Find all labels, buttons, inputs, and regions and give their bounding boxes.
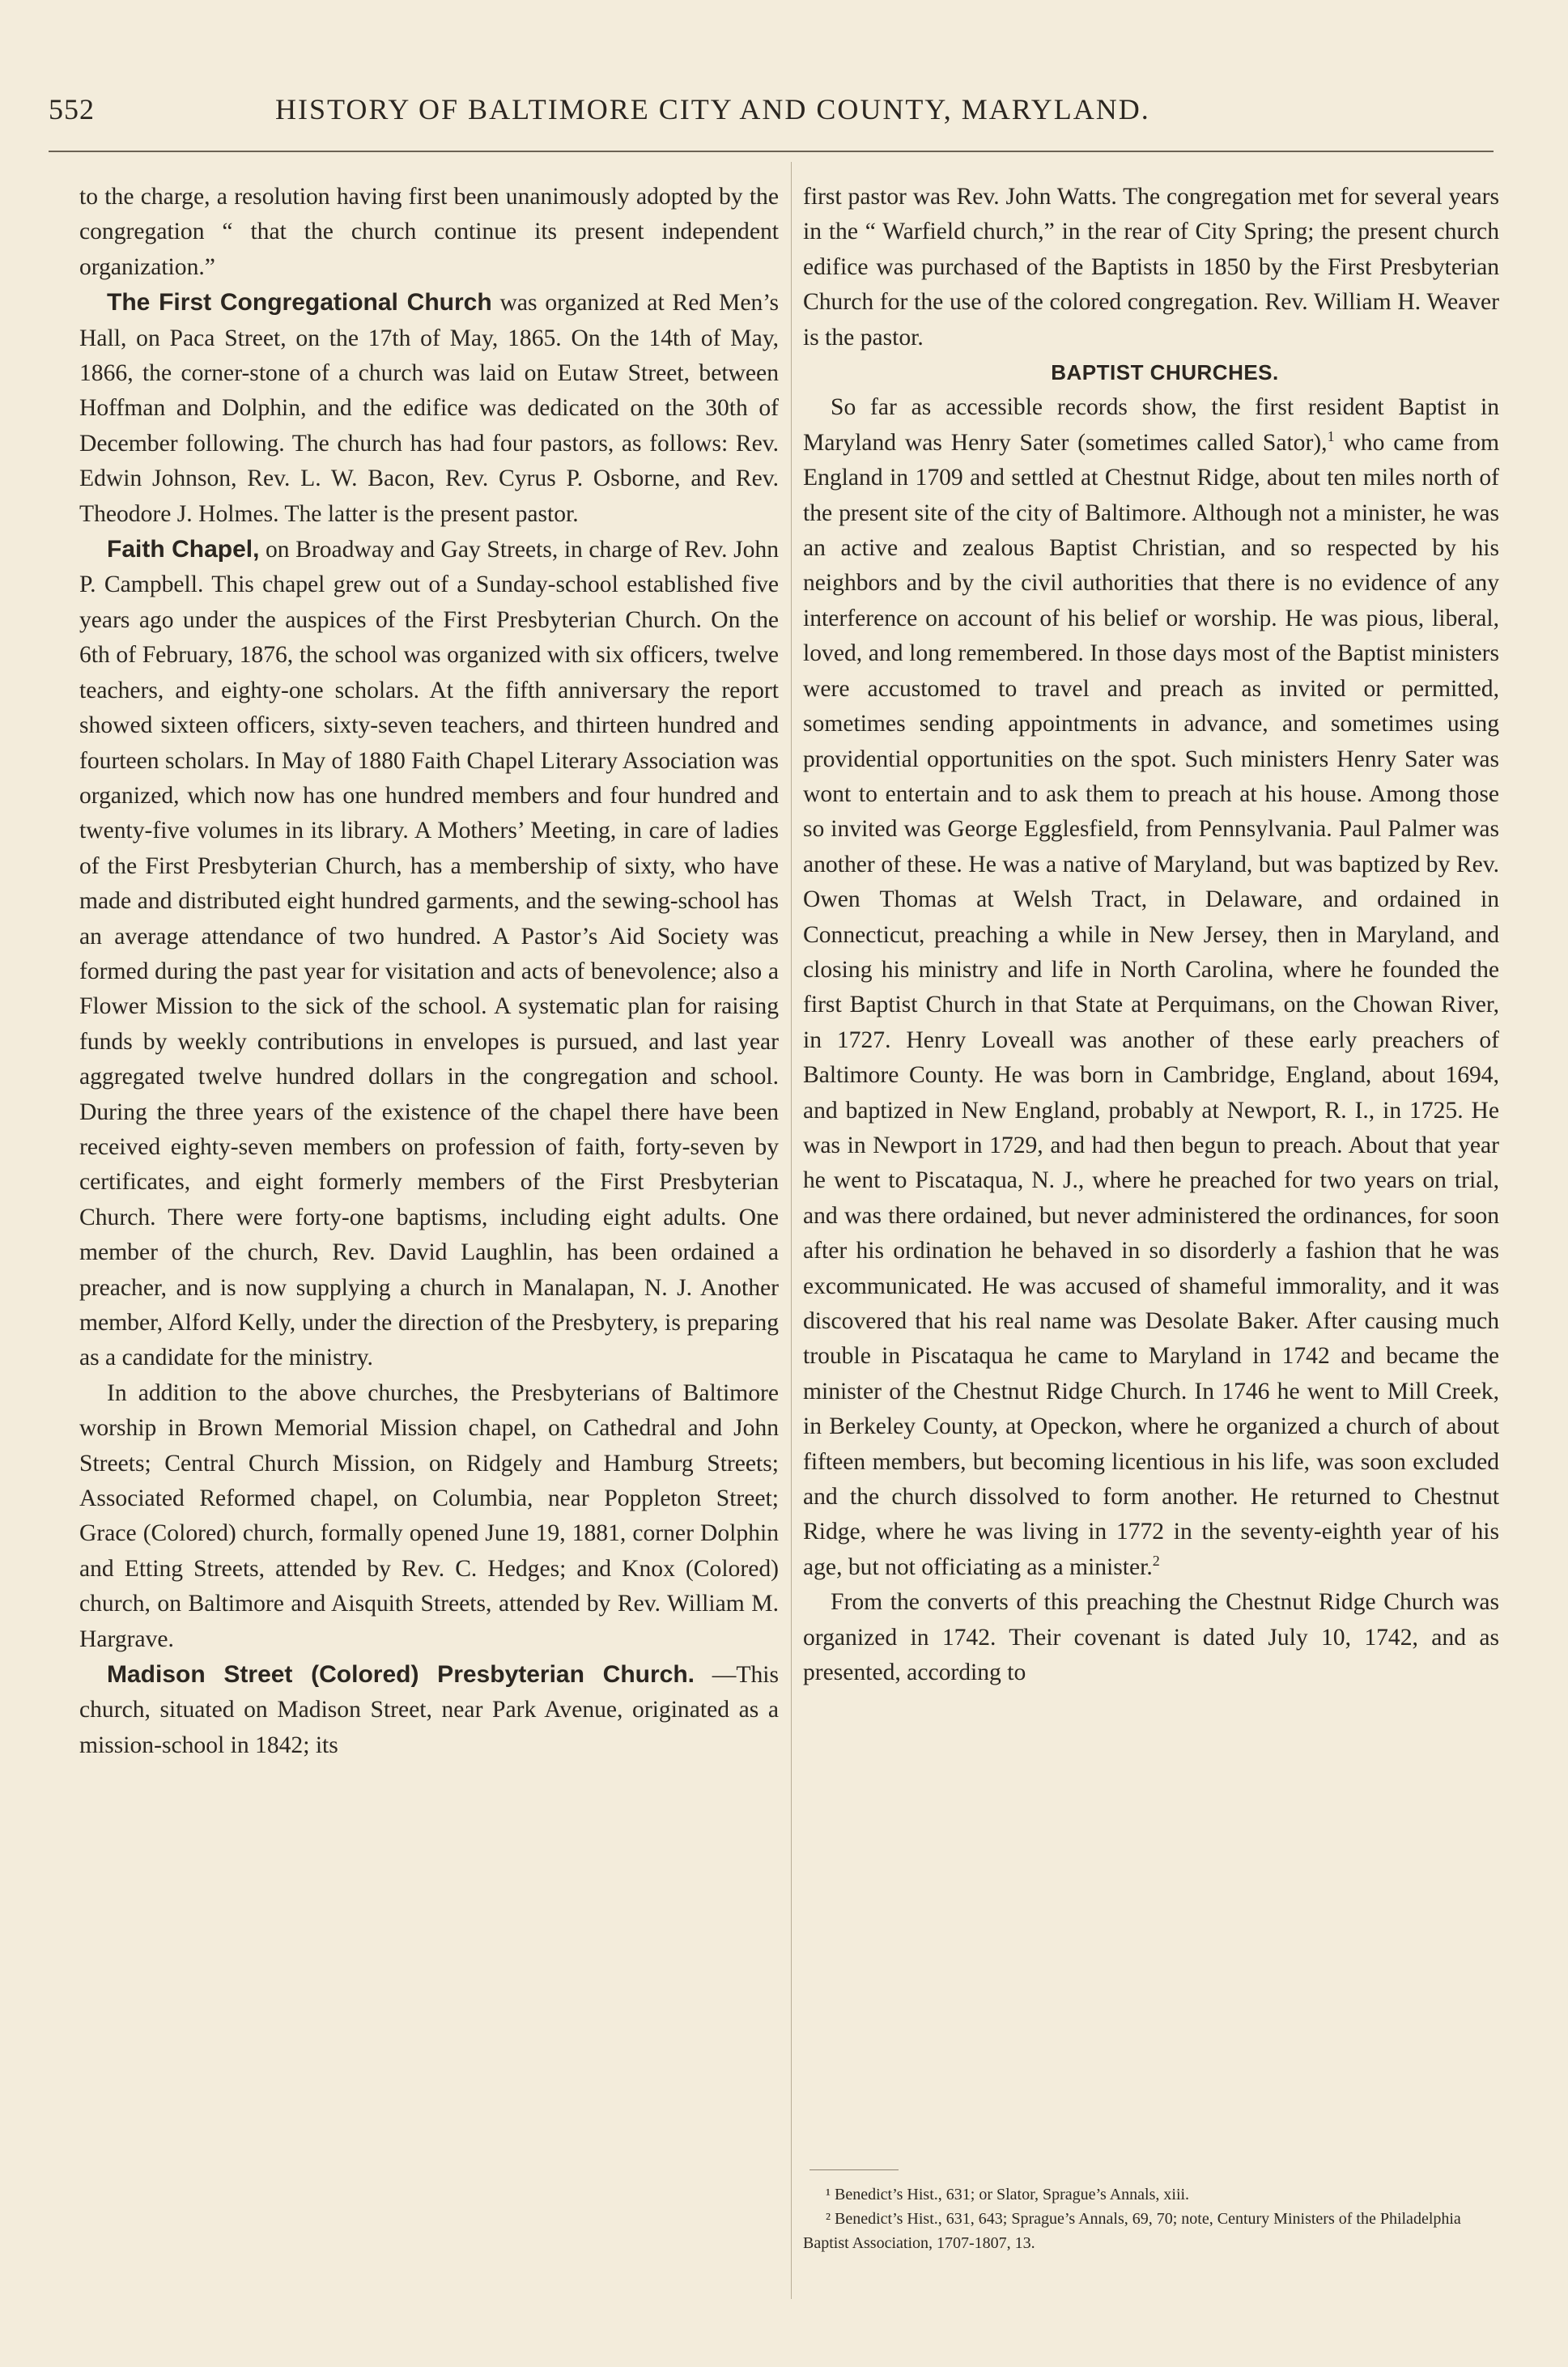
column-divider	[791, 162, 792, 2299]
paragraph: first pastor was Rev. John Watts. The congregation met for several years in the “ Warfield church,” in the rear of City Spring; the present church edifice was purchased of the Baptists in 1850 by the First Presbyterian Church for the use of the colored congregation. Rev. William H. Weaver is the pastor.	[803, 184, 1499, 351]
paragraph	[79, 285, 779, 532]
paragraph-text: who came from England in 1709 and settled at Chestnut Ridge, about ten miles north of the present site of the city of Baltimore. Although not a minister, he was an active and zealous Baptist Christian, and so respected by his neighbors and by the civil authorities that there is no evidence of any interference on account of his belief or worship. He was pious, liberal, loved, and long remembered. In those days most of the Baptist ministers were accustomed to travel and preach as invited or permitted, sometimes sending appointments in advance, and sometimes using providential opportunities on the spot. Such ministers Henry Sater was wont to entertain and to ask them to preach at his house. Among those so invited was George Egglesfield, from Pennsylvania. Paul Palmer was another of these. He was a native of Maryland, but was baptized by Rev. Owen Thomas at Welsh Tract, in Delaware, and ordained in Connecticut, preaching a while in New Jersey, then in Maryland, and closing his ministry and life in North Carolina, where he founded the first Baptist Church in that State at Perquimans, on the Chowan River, in 1727. Henry Loveall was another of these early preachers of Baltimore County. He was born in Cambridge, England, about 1694, and baptized in New England, probably at Newport, R. I., in 1725. He was in Newport in 1729, and had then begun to preach. About that year he went to Piscataqua, N. J., where he preached for two years on trial, and was there ordained, but never administered the ordinances, for soon after his ordination he behaved in so disorderly a fashion that he was excommunicated. He was accused of shameful immorality, and it was discovered that his real name was Desolate Baker. After causing much trouble in Piscataqua he came to Maryland in 1742 and became the minister of the Chestnut Ridge Church. In 1746 he went to Mill Creek, in Berkeley County, at Opeckon, where he organized a church of about fifteen members, but becoming licentious in his life, was soon excluded and the church dissolved to form another. He returned to Chestnut Ridge, where he was living in 1772 in the seventy-eighth year of his age, but not officiating as a minister.	[803, 429, 1499, 1580]
paragraph-lead: Faith Chapel,	[107, 536, 260, 563]
footnote: ¹ Benedict’s Hist., 631; or Slator, Sprague’s Annals, xiii.	[826, 2186, 1190, 2203]
section-heading: BAPTIST CHURCHES.	[1051, 360, 1279, 385]
running-title: HISTORY OF BALTIMORE CITY AND COUNTY, MARYLAND.	[275, 93, 1150, 125]
paragraph-text: —This church, situated on Madison Street, near Park Avenue, originated as a mission-school in 1842; its	[79, 1662, 780, 1758]
paragraph: to the charge, a resolution having first been unanimously adopted by the congregation “ that the church continue its present independent organization.”	[79, 184, 779, 280]
footnote-marker: 1	[1327, 427, 1335, 444]
paragraph: From the converts of this preaching the Chestnut Ridge Church was organized in 1742. Their covenant is dated July 10, 1742, and as presented, according to	[803, 1589, 1499, 1686]
paragraph-lead: Madison Street (Colored) Presbyterian Church.	[107, 1661, 695, 1689]
footnote-marker: 2	[1152, 1552, 1160, 1569]
footnote-rule	[809, 2169, 899, 2170]
paragraph: In addition to the above churches, the Presbyterians of Baltimore worship in Brown Memorial Mission chapel, on Cathedral and John Streets; Central Church Mission, on Ridgely and Hamburg Streets; Associated Reformed chapel, on Columbia, near Poppleton Street; Grace (Colored) church, formally opened June 19, 1881, corner Dolphin and Etting Streets, attended by Rev. C. Hedges; and Knox (Colored) church, on Baltimore and Aisquith Streets, attended by Rev. William M. Hargrave.	[79, 1379, 779, 1652]
paragraph-lead: The First Congregational Church	[107, 289, 492, 317]
paragraph-text: on Broadway and Gay Streets, in charge of Rev. John P. Campbell. This chapel grew out of a Sunday-school established five years ago under the auspices of the First Presbyterian Church. On the 6th of February, 1876, the school was organized with six officers, twelve teachers, and eighty-one scholars. At the fifth anniversary the report showed sixteen officers, sixty-seven teachers, and thirteen hundred and fourteen scholars. In May of 1880 Faith Chapel Literary Association was organized, which now has one hundred members and four hundred and twenty-five volumes in its library. A Mothers’ Meeting, in care of ladies of the First Presbyterian Church, has a membership of sixty, who have made and distributed eight hundred garments, and the sewing-school has an average attendance of two hundred. A Pastor’s Aid Society was formed during the past year for visitation and acts of benevolence; also a Flower Mission to the sick of the school. A systematic plan for raising funds by weekly contributions in envelopes is pursued, and last year aggregated twelve hundred dollars in the congregation and school. During the three years of the existence of the chapel there have been received eighty-seven members on profession of faith, forty-seven by certificates, and eight formerly members of the First Presbyterian Church. There were forty-one baptisms, including eight adults. One member of the church, Rev. David Laughlin, has been ordained a preacher, and is now supplying a church in Manalapan, N. J. Another member, Alford Kelly, under the direction of the Presbytery, is preparing as a candidate for the ministry.	[79, 537, 779, 1371]
header-rule	[49, 151, 1494, 152]
paragraph-text: So far as accessible records show, the first resident Baptist in Maryland was Henry Sater (sometimes called Sator),	[803, 394, 1499, 456]
left-column	[79, 180, 779, 1763]
footnotes	[803, 2182, 1499, 2255]
right-column	[803, 180, 1499, 1690]
paragraph-text: was organized at Red Men’s Hall, on Paca Street, on the 17th of May, 1865. On the 14th of May, 1866, the corner-stone of a church was laid on Eutaw Street, between Hoffman and Dolphin, and the edifice was dedicated on the 30th of December following. The church has had four pastors, as follows: Rev. Edwin Johnson, Rev. L. W. Bacon, Rev. Cyrus P. Osborne, and Rev. Theodore J. Holmes. The latter is the present pastor.	[79, 290, 779, 527]
page-header	[49, 92, 1506, 133]
footnote: ² Benedict’s Hist., 631, 643; Sprague’s Annals, 69, 70; note, Century Ministers of the Philadelphia Baptist Association, 1707-1807, 13.	[803, 2210, 1461, 2252]
page-number: 552	[49, 93, 95, 125]
paragraph	[79, 1657, 779, 1763]
paragraph	[79, 532, 779, 1376]
paragraph	[803, 390, 1499, 1585]
